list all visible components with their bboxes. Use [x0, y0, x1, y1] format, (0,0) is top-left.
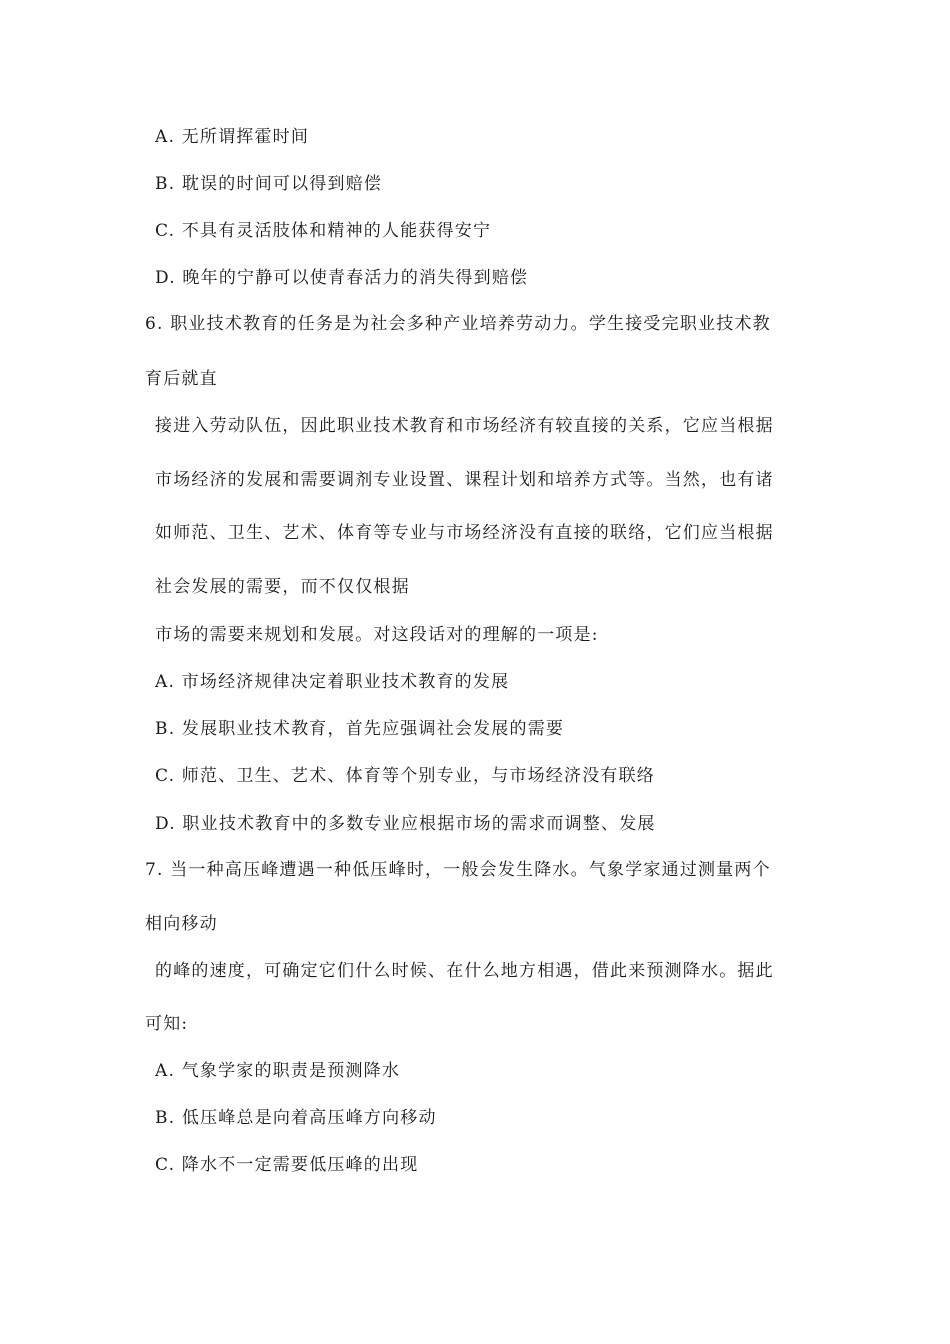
q5-option-c: C. 不具有灵活肢体和精神的人能获得安宁 [155, 221, 492, 241]
q6-stem-line: 育后就直 [145, 369, 218, 389]
q5-option-d: D. 晚年的宁静可以使青春活力的消失得到赔偿 [155, 268, 529, 288]
q7-option-c: C. 降水不一定需要低压峰的出现 [155, 1155, 419, 1175]
q6-stem-line: 社会发展的需要，而不仅仅根据 [155, 577, 410, 597]
q6-option-a: A. 市场经济规律决定着职业技术教育的发展 [155, 672, 510, 692]
q7-stem-line: 可知: [145, 1014, 189, 1034]
q6-stem-line: 接进入劳动队伍，因此职业技术教育和市场经济有较直接的关系，它应当根据 [155, 416, 774, 436]
q5-option-a: A. 无所谓挥霍时间 [155, 127, 310, 147]
q6-stem-line: 市场的需要来规划和发展。对这段话对的理解的一项是: [155, 625, 599, 645]
q7-option-b: B. 低压峰总是向着高压峰方向移动 [155, 1108, 437, 1128]
q6-option-d: D. 职业技术教育中的多数专业应根据市场的需求而调整、发展 [155, 814, 656, 834]
q6-stem-line: 如师范、卫生、艺术、体育等专业与市场经济没有直接的联络，它们应当根据 [155, 523, 774, 543]
q7-stem-line: 7. 当一种高压峰遭遇一种低压峰时，一般会发生降水。气象学家通过测量两个 [145, 860, 771, 880]
q6-option-b: B. 发展职业技术教育，首先应强调社会发展的需要 [155, 719, 565, 739]
q6-stem-line: 市场经济的发展和需要调剂专业设置、课程计划和培养方式等。当然，也有诸 [155, 470, 774, 490]
q6-stem-line: 6. 职业技术教育的任务是为社会多种产业培养劳动力。学生接受完职业技术教 [145, 314, 771, 334]
q5-option-b: B. 耽误的时间可以得到赔偿 [155, 174, 383, 194]
q6-option-c: C. 师范、卫生、艺术、体育等个别专业，与市场经济没有联络 [155, 766, 656, 786]
q7-stem-line: 的峰的速度，可确定它们什么时候、在什么地方相遇，借此来预测降水。据此 [155, 961, 774, 981]
q7-option-a: A. 气象学家的职责是预测降水 [155, 1061, 401, 1081]
q7-stem-line: 相向移动 [145, 914, 218, 934]
